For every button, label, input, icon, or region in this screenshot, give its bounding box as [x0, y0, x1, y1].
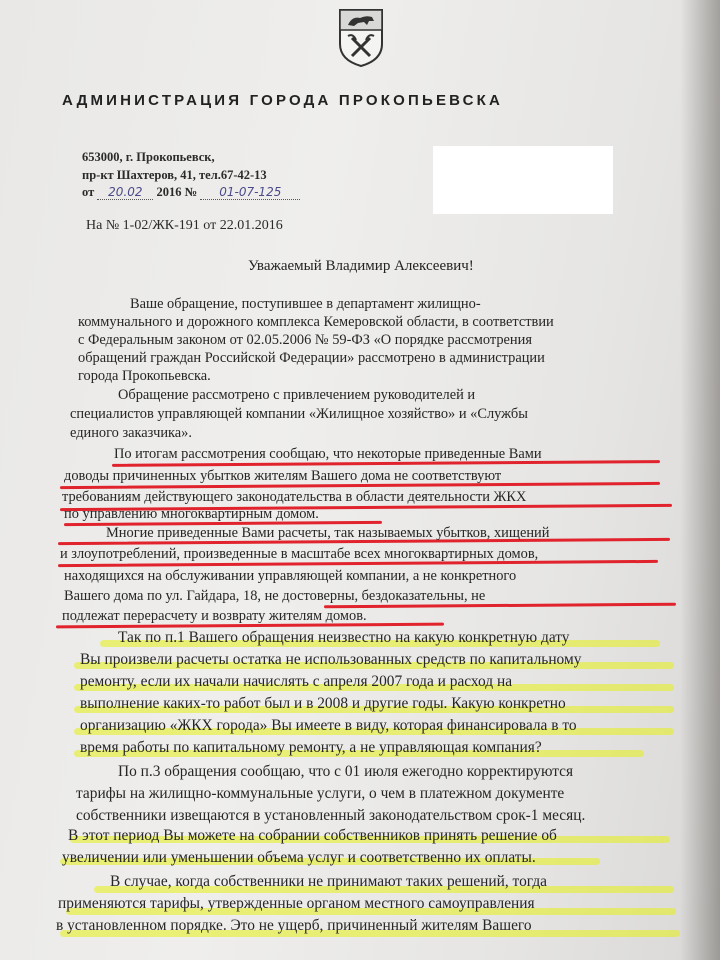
address-line-1: 653000, г. Прокопьевск,	[82, 150, 215, 164]
body-line: Вашего дома по ул. Гайдара, 18, не достоверны, бездоказательны, не	[64, 588, 486, 604]
body-line: Ваше обращение, поступившее в департамент жилищно-	[130, 296, 481, 312]
body-line: доводы причиненных убытков жителям Вашего дома не соответствуют	[64, 468, 502, 484]
body-line: По п.3 обращения сообщаю, что с 01 июля ежегодно корректируются	[118, 763, 574, 780]
body-line: увеличении или уменьшении объема услуг и соответственно их оплаты.	[62, 849, 536, 866]
body-line: находящихся на обслуживании управляющей компании, а не конкретного	[64, 568, 517, 584]
date-prefix: от	[82, 185, 95, 199]
body-line: Обращение рассмотрено с привлечением руководителей и	[118, 387, 476, 403]
body-line: с Федеральным законом от 02.05.2006 № 59-ФЗ «О порядке рассмотрения	[78, 332, 532, 348]
organization-title: АДМИНИСТРАЦИЯ ГОРОДА ПРОКОПЬЕВСКА	[62, 92, 504, 109]
body-line: специалистов управляющей компании «Жилищное хозяйство» и «Службы	[70, 406, 528, 422]
coat-of-arms-icon	[336, 6, 386, 68]
body-line: коммунального и дорожного комплекса Кемеровской области, в соответствии	[78, 314, 554, 330]
body-line: Вы произвели расчеты остатка не использованных средств по капитальному	[80, 651, 582, 668]
body-line: В этот период Вы можете на собрании собственников принять решение об	[68, 827, 557, 844]
handwritten-date: 20.02	[97, 185, 153, 200]
body-line: города Прокопьевска.	[78, 368, 211, 384]
page-shadow	[680, 0, 720, 960]
body-line: Многие приведенные Вами расчеты, так называемых убытков, хищений	[106, 525, 550, 541]
date-number-line	[82, 185, 300, 200]
greeting: Уважаемый Владимир Алексеевич!	[248, 258, 474, 274]
body-line: выполнение каких-то работ был и в 2008 и другие годы. Какую конкретно	[80, 695, 566, 712]
redacted-recipient-block	[433, 146, 613, 214]
body-line: подлежат перерасчету и возврату жителям домов.	[62, 608, 367, 624]
body-line: и злоупотреблений, произведенные в масштабе всех многоквартирных домов,	[60, 546, 539, 562]
body-line: по управлению многоквартирным домом.	[64, 506, 319, 522]
reference-line: На № 1-02/ЖК-191 от 22.01.2016	[86, 218, 283, 233]
body-line: собственники извещаются в установленный законодательством срок-1 месяц.	[76, 807, 586, 824]
body-line: По итогам рассмотрения сообщаю, что некоторые приведенные Вами	[114, 446, 542, 462]
body-line: обращений граждан Российской Федерации» рассмотрено в администрации	[78, 350, 545, 366]
handwritten-number: 01-07-125	[200, 185, 300, 200]
body-line: В случае, когда собственники не принимают таких решений, тогда	[110, 873, 547, 890]
body-line: Так по п.1 Вашего обращения неизвестно на какую конкретную дату	[118, 629, 570, 646]
date-year: 2016 №	[156, 185, 198, 199]
body-line: в установленном порядке. Это не ущерб, причиненный жителям Вашего	[56, 917, 532, 934]
body-line: тарифы на жилищно-коммунальные услуги, о чем в платежном документе	[76, 785, 565, 802]
body-line: время работы по капитальному ремонту, а не управляющая компания?	[80, 739, 542, 756]
address-line-2: пр-кт Шахтеров, 41, тел.67-42-13	[82, 168, 267, 182]
body-line: единого заказчика».	[70, 425, 192, 441]
body-line: требованиям действующего законодательства в области деятельности ЖКХ	[62, 489, 527, 505]
body-line: применяются тарифы, утвержденные органом местного самоуправления	[58, 895, 535, 912]
body-line: организацию «ЖКХ города» Вы имеете в виду, которая финансировала в то	[80, 717, 577, 734]
body-line: ремонту, если их начали начислять с апреля 2007 года и расход на	[80, 673, 513, 690]
